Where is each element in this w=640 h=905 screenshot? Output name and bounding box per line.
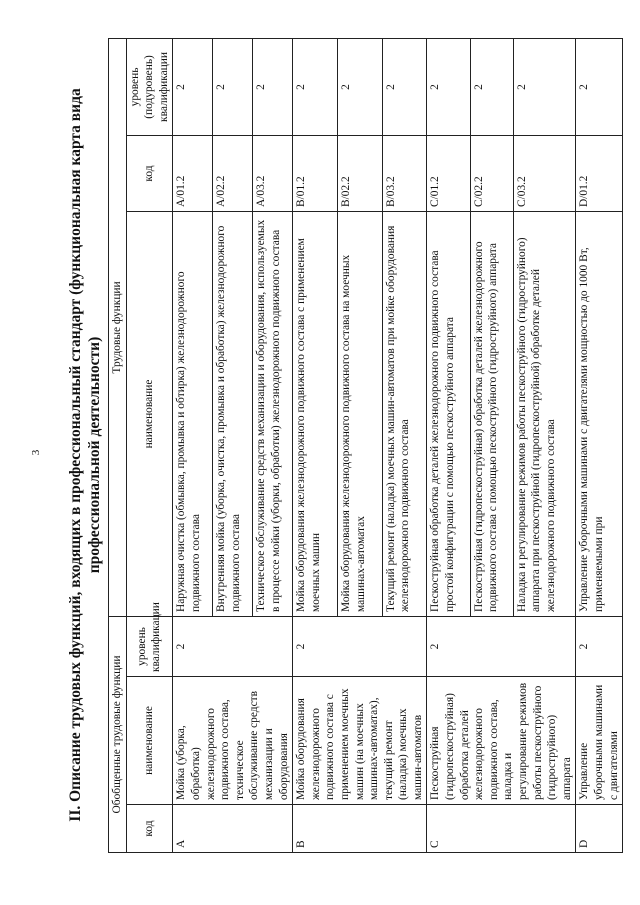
function-level: 2 [253,38,293,135]
function-level: 2 [293,38,338,135]
function-level: 2 [173,38,213,135]
function-name: Мойка оборудования железнодорожного подвижного состава с применением моечных машин [293,212,338,617]
group-name: Управление уборочными машинами с двигателями [576,677,623,805]
page-number: 3 [30,449,42,456]
function-level: 2 [513,38,576,135]
function-level: 2 [213,38,253,135]
function-name: Управление уборочными машинами с двигателями мощностью до 1000 Вт, применяемыми при [576,212,623,617]
table-row [173,38,213,852]
header-generalized: Обобщенные трудовые функции [109,617,127,853]
function-level: 2 [576,38,623,135]
header-function-name: наименование [126,212,173,617]
function-name: Текущий ремонт (наладка) моечных машин-автоматов при мойке оборудования железнодорожного подвижного состава [382,212,427,617]
group-level: 2 [293,617,427,677]
function-level: 2 [427,38,470,135]
group-name: Пескоструйная (гидропескоструйная) обработка деталей железнодорожного подвижного состава, наладка и регулирование режимов работы пескоструйного (гидроструйного) аппарата [427,677,576,805]
function-name: Наружная очистка (обмывка, промывка и обтирка) железнодорожного подвижного состава [173,212,213,617]
group-level: 2 [427,617,576,677]
header-name: наименование [126,677,173,805]
table-row [427,38,470,852]
group-code: C [427,805,576,853]
function-code: A/01.2 [173,136,213,212]
function-name: Мойка оборудования железнодорожного подвижного состава на моечных машинах-автоматах [337,212,382,617]
function-level: 2 [470,38,513,135]
function-name: Пескоструйная обработка деталей железнодорожного подвижного состава простой конфигурации с помощью пескоструйного аппарата [427,212,470,617]
function-code: B/01.2 [293,136,338,212]
table-row [576,38,623,852]
group-code: B [293,805,427,853]
function-name: Наладка и регулирование режимов работы пескоструйного (гидроструйного) аппарата при пескоструйной (гидропескоструйной) обработке деталей железнодорожного подвижного состава [513,212,576,617]
group-level: 2 [173,617,293,677]
group-name: Мойка оборудования железнодорожного подвижного состава с применением моечных машин (на моечных машинах-автоматах), текущий ремонт (наладка) моечных машин-автоматов [293,677,427,805]
group-code: A [173,805,293,853]
function-code: C/02.2 [470,136,513,212]
header-code: код [126,805,173,853]
function-name: Пескоструйная (гидропескоструйная) обработка деталей железнодорожного подвижного состава с помощью пескоструйного (гидроструйного) аппарата [470,212,513,617]
group-code: D [576,805,623,853]
function-level: 2 [337,38,382,135]
section-heading: II. Описание трудовых функций, входящих в профессиональный стандарт (функциональная карта вида профессиональной деятельности) [67,88,103,822]
table-row [293,38,338,852]
functional-map-table [108,38,623,853]
function-code: B/03.2 [382,136,427,212]
function-level: 2 [382,38,427,135]
function-code: A/02.2 [213,136,253,212]
function-code: A/03.2 [253,136,293,212]
group-name: Мойка (уборка, обработка) железнодорожного подвижного состава, техническое обслуживание средств механизации и оборудования [173,677,293,805]
header-labor: Трудовые функции [109,38,127,616]
function-code: D/01.2 [576,136,623,212]
header-function-code: код [126,136,173,212]
header-sublevel: уровень (подуровень) квалификации [126,38,173,135]
function-code: C/03.2 [513,136,576,212]
function-code: B/02.2 [337,136,382,212]
group-level: 2 [576,617,623,677]
function-name: Техническое обслуживание средств механизации и оборудования, используемых в процессе мойки (уборки, обработки) железнодорожного подвижного состава [253,212,293,617]
header-level: уровень квалификации [126,617,173,677]
function-name: Внутренняя мойка (уборка, очистка, промывка и обработка) железнодорожного подвижного состава [213,212,253,617]
function-code: C/01.2 [427,136,470,212]
